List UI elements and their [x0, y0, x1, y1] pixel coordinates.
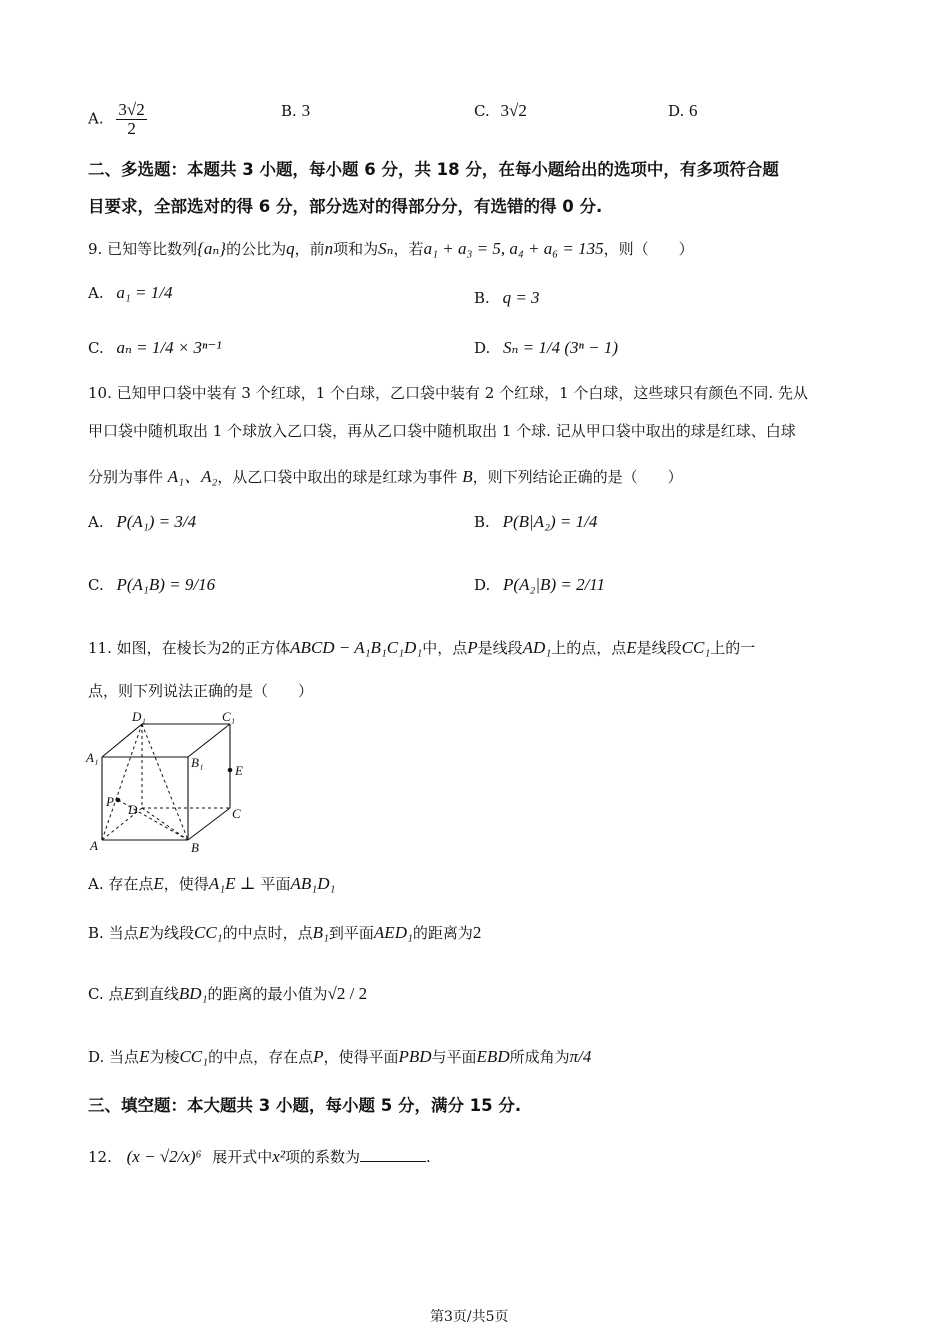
q8-option-a: A. $\frac{3√2}{2}$	[88, 100, 145, 138]
q8-option-a-fraction: $\frac{3√2}{2}$	[118, 100, 145, 138]
label-a: A	[90, 838, 98, 853]
section3-title: 三、填空题：本大题共 3 小题，每小题 5 分，满分 15 分.	[88, 1096, 522, 1115]
point-p	[116, 798, 121, 803]
edge-cb	[188, 808, 230, 840]
q9-option-d: D. Sₙ = 1/4 (3ⁿ − 1)	[474, 338, 619, 357]
q12-answer-blank[interactable]	[360, 1147, 426, 1162]
label-p: P	[106, 794, 114, 809]
q9-option-c: C. aₙ = 1/4 × 3ⁿ⁻¹	[88, 338, 222, 357]
q9-option-b: B. q = 3	[474, 288, 540, 307]
q10-line3: 分别为事件 A₁、A₂，从乙口袋中取出的球是红球为事件 B，则下列结论正确的是（ ）	[88, 467, 683, 486]
label-b1: B₁	[191, 755, 204, 770]
q10-line1: 10. 已知甲口袋中装有 3 个红球，1 个白球，乙口袋中装有 2 个红球，1 个白球，这些球只有颜色不同. 先从	[88, 384, 808, 402]
edge-c1b1	[188, 724, 230, 757]
q10-option-d: D. P(A₂|B) = 2/11	[474, 575, 606, 594]
q12-stem: 12. (x − √2/x)⁶ 展开式中x²项的系数为 .	[88, 1147, 431, 1166]
label-c1: C₁	[222, 709, 236, 724]
page-number: 第3页/共5页	[430, 1309, 509, 1325]
section2-line1: 二、多选题：本题共 3 小题，每小题 6 分，共 18 分，在每小题给出的选项中，有多项符合题	[88, 160, 779, 179]
q11-option-c: C. 点E到直线BD₁的距离的最小值为√2 / 2	[88, 984, 368, 1003]
q11-option-b: B. 当点E为线段CC₁的中点时，点B₁到平面AED₁的距离为2	[88, 923, 482, 942]
diagonal-ad1	[102, 724, 142, 840]
segment-db	[142, 808, 188, 840]
q8-option-d: D. 6	[668, 101, 698, 120]
q11-option-a: A. 存在点E，使得A₁E ⊥ 平面AB₁D₁	[88, 874, 336, 893]
q9-option-a: A. a₁ = 1/4	[88, 283, 173, 302]
label-e: E	[235, 763, 243, 778]
q10-option-a: A. P(A₁) = 3/4	[88, 512, 197, 531]
label-c: C	[232, 806, 241, 821]
q11-line2: 点，则下列说法正确的是（ ）	[88, 682, 314, 700]
label-a1: A₁	[86, 750, 99, 765]
cube-figure	[84, 708, 254, 858]
q11-line1: 11. 如图，在棱长为2的正方体ABCD − A₁B₁C₁D₁中，点P是线段AD₁上的点，点E是线段CC₁上的一	[88, 638, 756, 657]
q10-option-b: B. P(B|A₂) = 1/4	[474, 512, 598, 531]
q9-stem: 9. 已知等比数列{aₙ}的公比为q，前n项和为Sₙ，若a₁ + a₃ = 5, a₄ + a₆ = 135，则（ ）	[88, 239, 694, 258]
q10-option-c: C. P(A₁B) = 9/16	[88, 575, 216, 594]
label-d1: D₁	[132, 709, 146, 724]
point-e	[228, 768, 233, 773]
q8-option-b: B. 3	[281, 101, 311, 120]
diagonal-d1b	[142, 724, 188, 840]
q8-option-c: C. 3√2	[474, 101, 527, 120]
q10-line2: 甲口袋中随机取出 1 个球放入乙口袋，再从乙口袋中随机取出 1 个球. 记从甲口袋中取出的球是红球、白球	[88, 422, 796, 440]
edge-a1d1	[102, 724, 142, 757]
section2-line2: 目要求，全部选对的得 6 分，部分选对的得部分分，有选错的得 0 分.	[88, 197, 603, 216]
label-d: D	[128, 802, 138, 817]
q11-option-d: D. 当点E为棱CC₁的中点，存在点P，使得平面PBD与平面EBD所成角为π/4	[88, 1047, 592, 1066]
label-b: B	[191, 840, 199, 855]
